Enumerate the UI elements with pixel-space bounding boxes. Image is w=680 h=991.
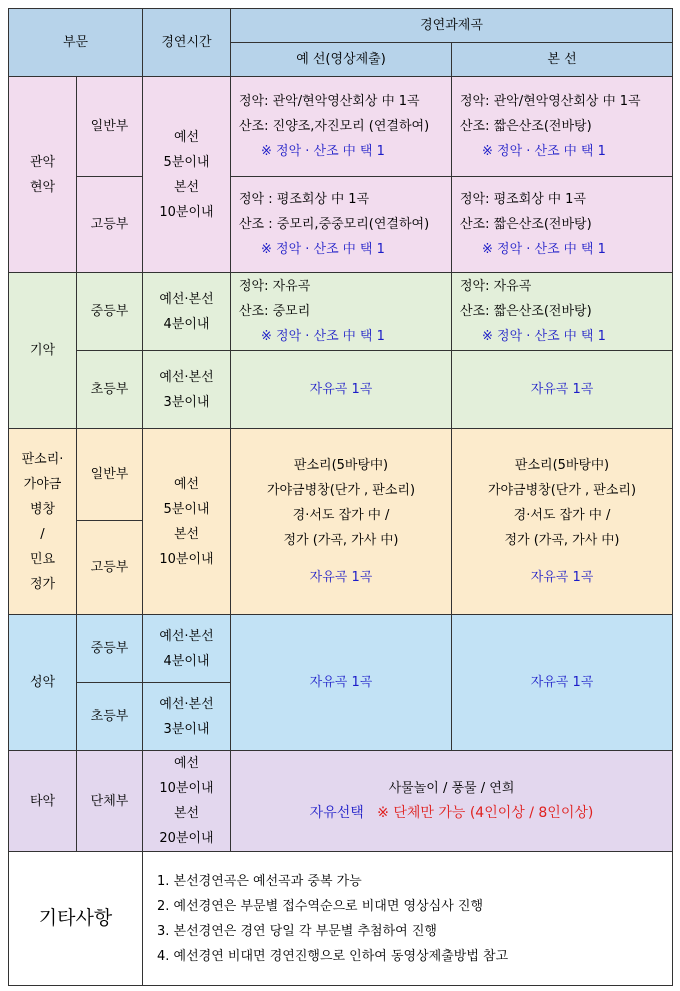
time-gwanak [143,77,231,273]
level-pansori-general: 일반부 [77,429,143,521]
note-item: 3. 본선경연은 경연 당일 각 부문별 추첨하여 진행 [157,923,437,939]
gwanak-general-prelim [231,77,452,177]
taak-free-line [231,801,672,826]
time-giak-middle [143,273,231,351]
competition-table [8,8,673,986]
level-gwanak-high: 고등부 [77,177,143,273]
choice-note: ※ 정악 · 산조 中 택 1 [482,144,606,159]
category-seongak: 성악 [9,615,77,751]
time-seongak-middle [143,615,231,683]
category-gwanak [9,77,77,273]
level-seongak-middle: 중등부 [77,615,143,683]
time-line: 예선 [173,756,200,771]
piece-line: 정악: 관악/현악영산회상 中 1곡 [239,94,420,109]
giak-elementary-prelim: 자유곡 1곡 [231,351,452,429]
time-line: 본선 [173,806,200,821]
group-only-note: ※ 단체만 가능 (4인이상 / 8인이상) [377,805,594,821]
time-line: 4분이내 [163,316,210,332]
level-gwanak-general: 일반부 [77,77,143,177]
time-line: 3분이내 [163,721,210,737]
notes-list [143,852,673,986]
header-pieces: 경연과제곡 [231,9,673,43]
piece-line: 정악: 평조회상 中 1곡 [460,192,586,207]
category-line: 가야금 [23,476,62,492]
time-line: 4분이내 [163,653,210,669]
header-category: 부문 [9,9,143,77]
free-choice: 자유선택 [309,805,364,821]
header-final: 본 선 [452,43,673,77]
time-line: 예선·본선 [159,696,214,712]
piece-line: 산조: 짧은산조(전바탕) [460,304,592,319]
piece-line: 산조: 짧은산조(전바탕) [460,119,592,134]
time-line: 예선 [173,476,200,492]
category-line: 민요 [29,551,56,567]
piece-line: 정악: 자유곡 [239,279,311,294]
time-line: 예선 [173,129,200,145]
gwanak-general-final [452,77,673,177]
time-giak-elementary [143,351,231,429]
choice-note: ※ 정악 · 산조 中 택 1 [261,144,385,159]
choice-note: ※ 정악 · 산조 中 택 1 [482,242,606,257]
seongak-prelim: 자유곡 1곡 [231,615,452,751]
pansori-final [452,429,673,615]
piece-line: 산조 : 중모리,중중모리(연결하여) [239,217,430,232]
piece-line: 정악: 관악/현악영산회상 中 1곡 [460,94,641,109]
choice-note: ※ 정악 · 산조 中 택 1 [261,242,385,257]
header-time: 경연시간 [143,9,231,77]
level-seongak-elementary: 초등부 [77,683,143,751]
level-pansori-high: 고등부 [77,521,143,615]
category-taak: 타악 [9,751,77,852]
piece-line: 경·서도 잡가 中 / [292,508,390,523]
piece-line: 판소리(5바탕中) [293,458,389,473]
time-line: 5분이내 [163,154,210,170]
piece-line: 사물놀이 / 풍물 / 연희 [388,781,515,796]
time-pansori [143,429,231,615]
piece-line: 정악: 자유곡 [460,279,532,294]
time-taak [143,751,231,852]
piece-line: 산조: 짧은산조(전바탕) [460,217,592,232]
piece-line: 정악 : 평조회상 中 1곡 [239,192,370,207]
time-line: 예선·본선 [159,628,214,644]
category-line: / [40,526,45,542]
piece-line: 산조: 진양조,자진모리 (연결하여) [239,119,430,134]
time-line: 예선·본선 [159,369,214,385]
level-giak-middle: 중등부 [77,273,143,351]
category-gwanak-line1: 관악 [29,154,56,170]
piece-line: 가야금병창(단가 , 판소리) [266,483,416,498]
pansori-prelim [231,429,452,615]
time-line: 20분이내 [159,831,214,846]
piece-line: 산조: 중모리 [239,304,311,319]
piece-line: 정가 (가곡, 가사 中) [283,533,399,548]
piece-line: 판소리(5바탕中) [514,458,610,473]
choice-note: ※ 정악 · 산조 中 택 1 [261,329,385,344]
time-line: 10분이내 [159,204,214,220]
level-taak: 단체부 [77,751,143,852]
time-line: 본선 [173,526,200,542]
level-giak-elementary: 초등부 [77,351,143,429]
piece-line: 경·서도 잡가 中 / [513,508,611,523]
giak-middle-final [452,273,673,351]
category-giak: 기악 [9,273,77,429]
seongak-final: 자유곡 1곡 [452,615,673,751]
note-item: 4. 예선경연 비대면 경연진행으로 인하여 동영상제출방법 참고 [157,948,509,964]
time-line: 5분이내 [163,501,210,517]
giak-middle-prelim [231,273,452,351]
gwanak-high-final [452,177,673,273]
choice-note: ※ 정악 · 산조 中 택 1 [482,329,606,344]
note-item: 1. 본선경연곡은 예선곡과 중복 가능 [157,873,362,889]
note-item: 2. 예선경연은 부문별 접수역순으로 비대면 영상심사 진행 [157,898,484,914]
category-pansori [9,429,77,615]
notes-label: 기타사항 [9,852,143,986]
time-seongak-elementary [143,683,231,751]
gwanak-high-prelim [231,177,452,273]
header-prelim: 예 선(영상제출) [231,43,452,77]
category-gwanak-line2: 현악 [29,179,56,195]
giak-elementary-final: 자유곡 1곡 [452,351,673,429]
category-line: 병창 [29,501,56,517]
time-line: 예선·본선 [159,291,214,307]
free-piece: 자유곡 1곡 [309,570,373,585]
taak-pieces [231,751,673,852]
time-line: 3분이내 [163,394,210,410]
time-line: 10분이내 [159,781,214,796]
time-line: 10분이내 [159,551,214,567]
category-line: 판소리· [21,451,64,467]
category-line: 정가 [29,576,56,592]
free-piece: 자유곡 1곡 [530,570,594,585]
piece-line: 가야금병창(단가 , 판소리) [487,483,637,498]
piece-line: 정가 (가곡, 가사 中) [504,533,620,548]
time-line: 본선 [173,179,200,195]
